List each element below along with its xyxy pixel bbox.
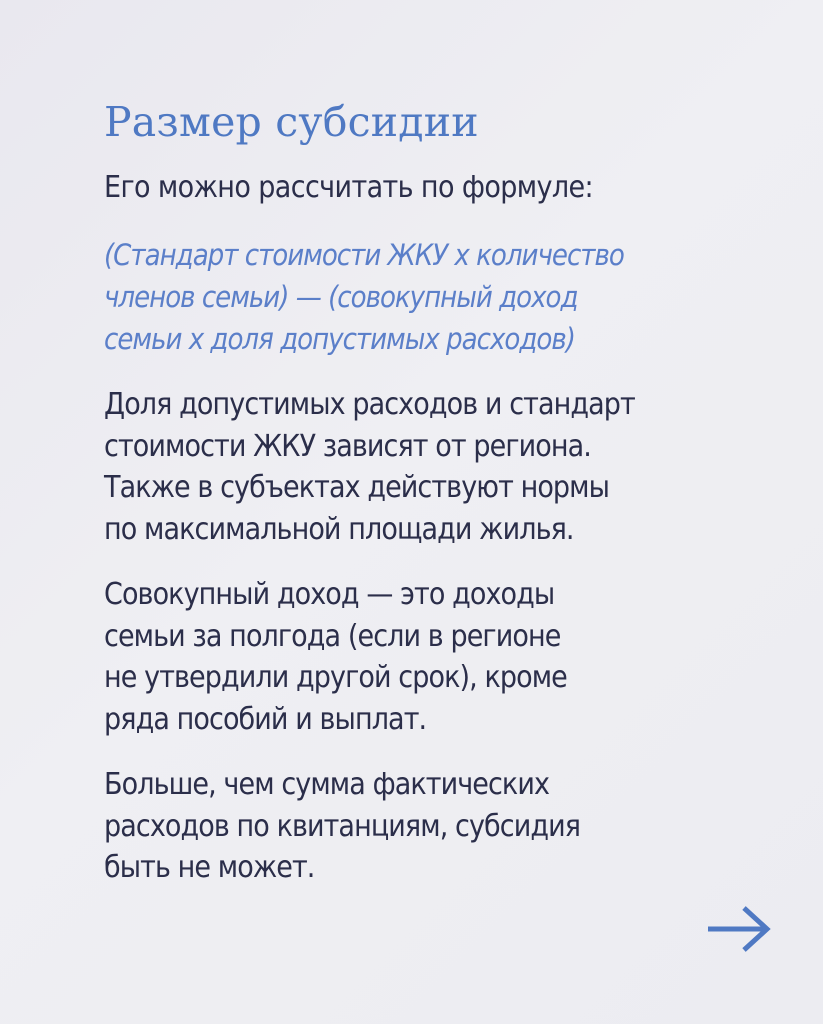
paragraph-regional-norms: Доля допустимых расходов и стандарт стоимости ЖКУ зависят от региона. Также в субъектах действуют нормы по максимальной площади жилья. bbox=[104, 387, 635, 547]
intro-text: Его можно рассчитать по формуле: bbox=[104, 170, 594, 205]
formula-text: (Стандарт стоимости ЖКУ х количество членов семьи) — (совокупный доход семьи х доля допустимых расходов) bbox=[104, 238, 624, 356]
paragraph-limit: Больше, чем сумма фактических расходов по квитанциям, субсидия быть не может. bbox=[104, 767, 581, 885]
content-block bbox=[104, 96, 794, 889]
paragraph-total-income: Совокупный доход — это доходы семьи за полгода (если в регионе не утвердили другой срок), кроме ряда пособий и выплат. bbox=[104, 577, 567, 737]
page-title: Размер субсидии bbox=[104, 98, 479, 146]
arrow-right-icon[interactable] bbox=[704, 904, 774, 954]
